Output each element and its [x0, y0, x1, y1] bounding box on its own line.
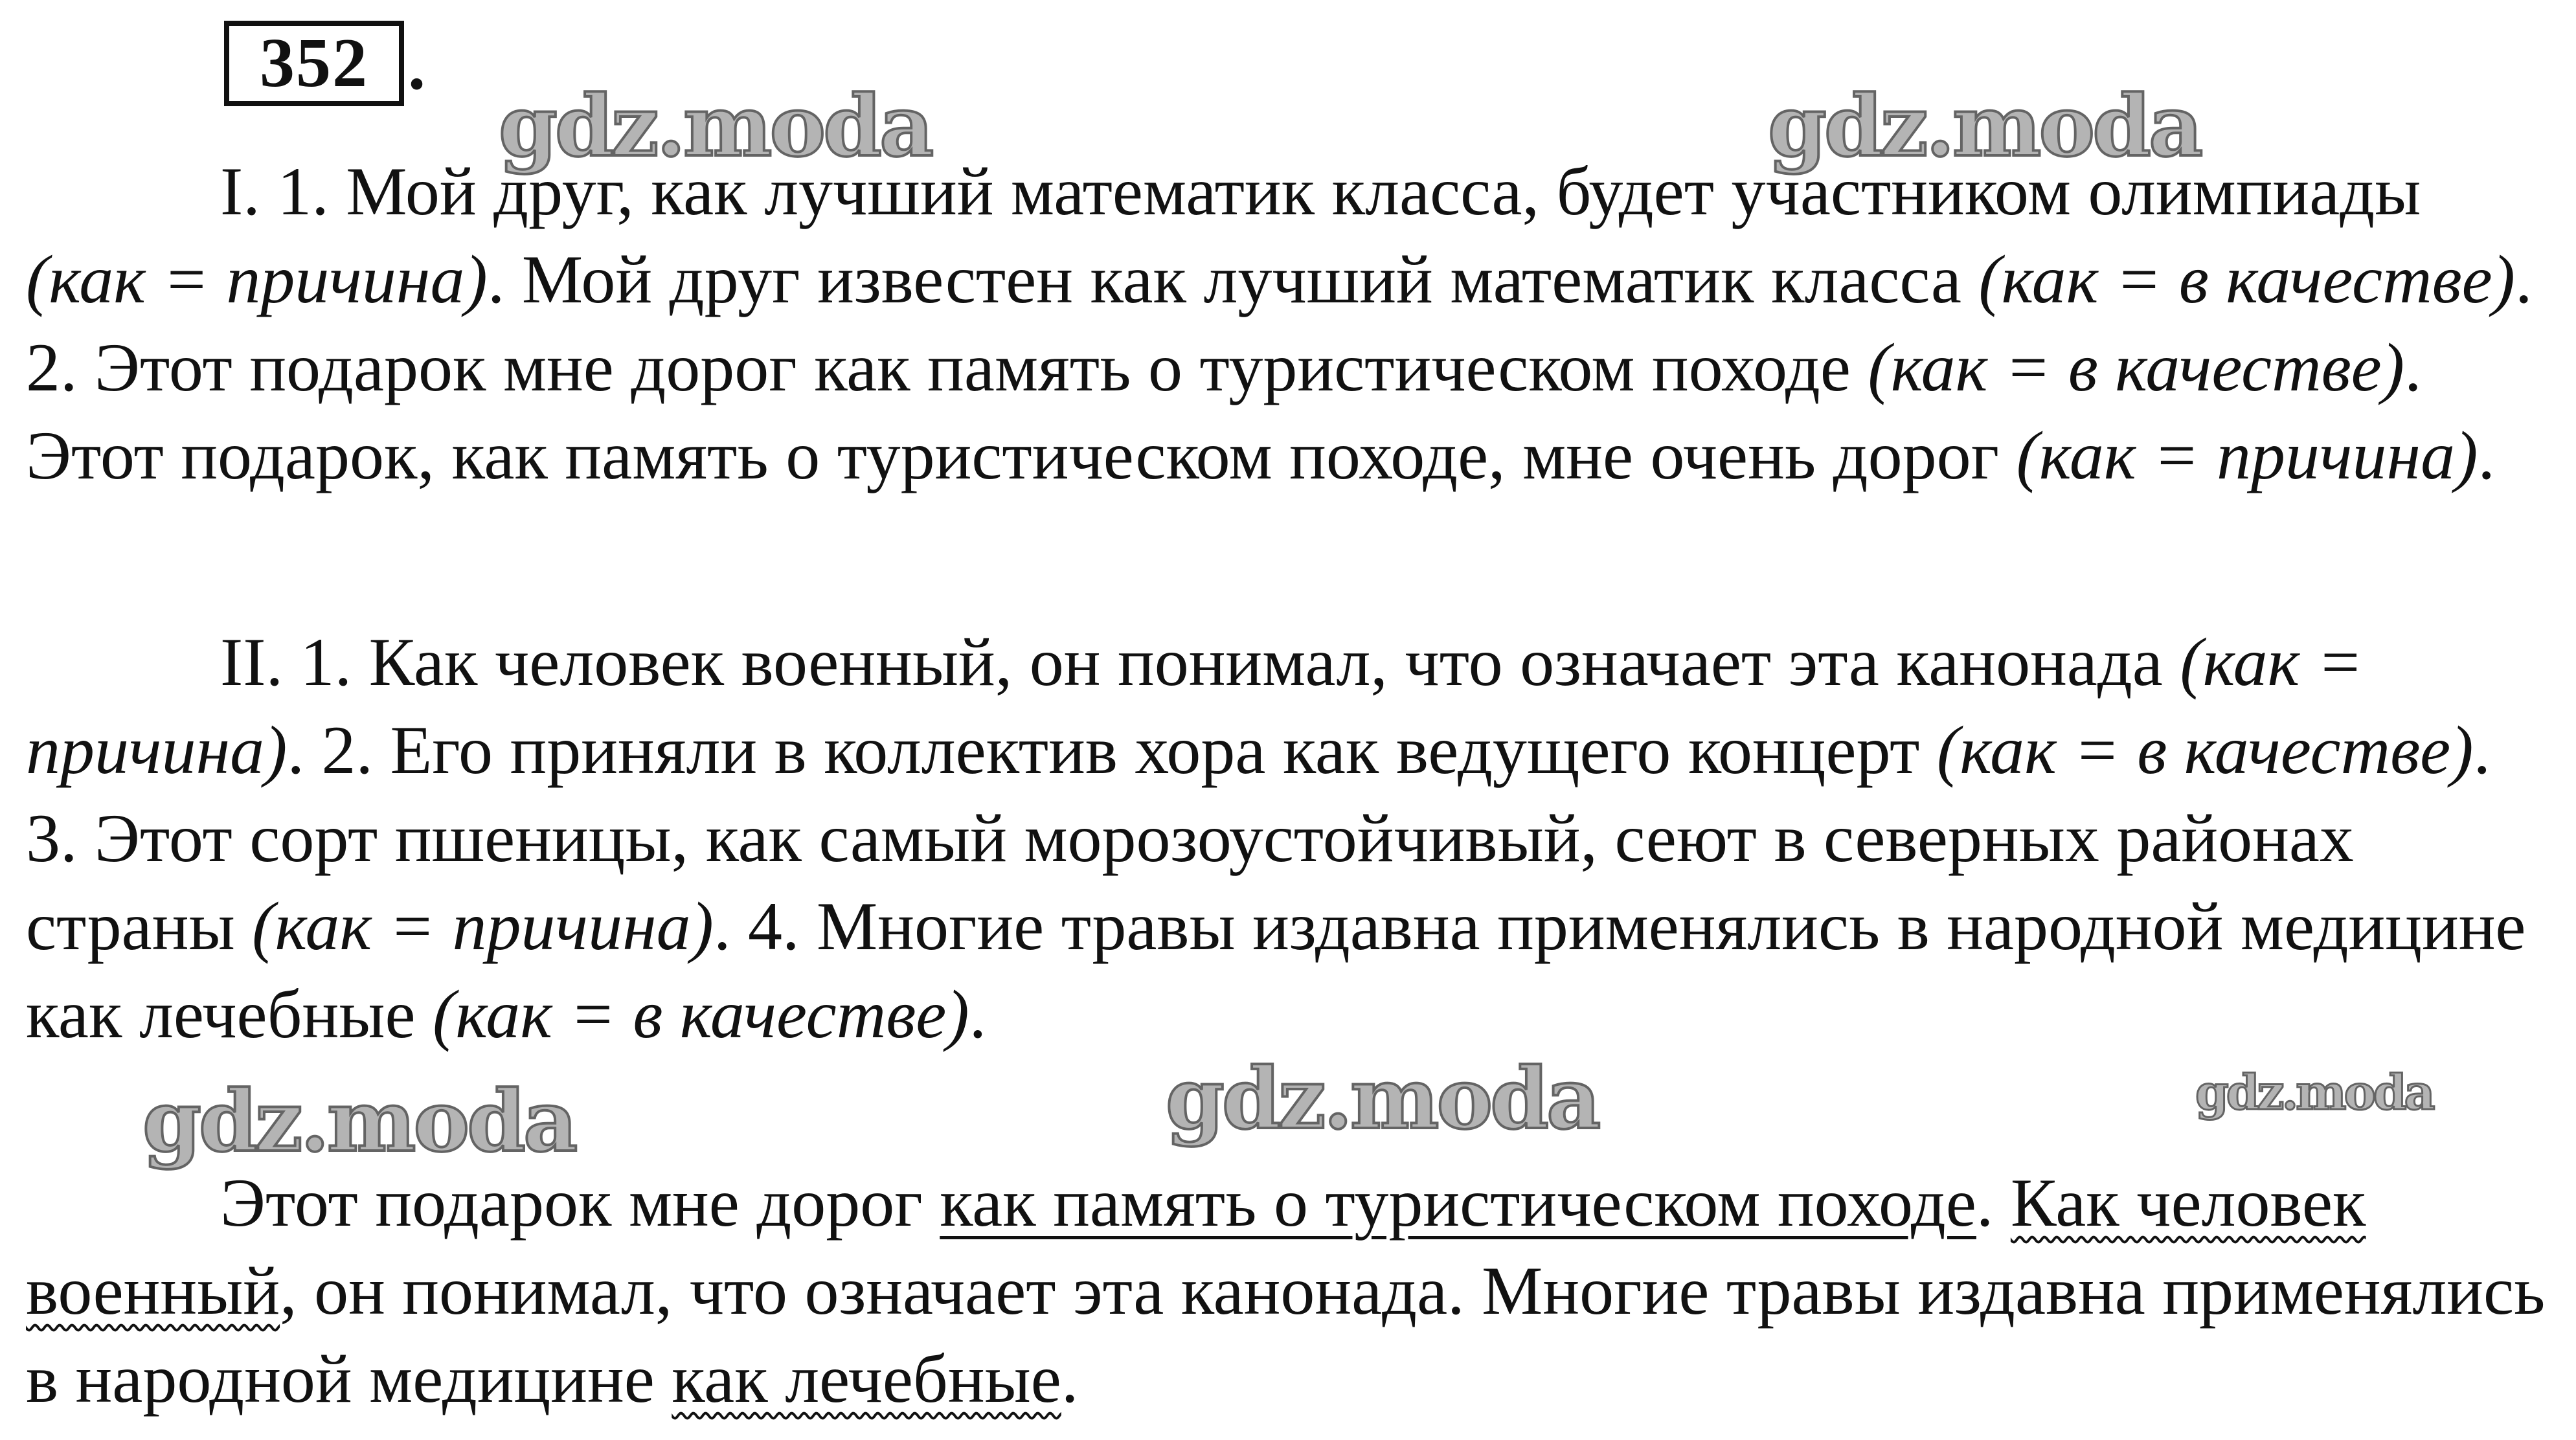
text-run: .	[1976, 1165, 2011, 1241]
text-run: . Этот подарок, как память о туристическом походе, мне очень дорог	[26, 330, 2422, 493]
text-run: . 2. Его приняли в коллектив хора как ведущего концерт	[287, 712, 1937, 788]
grammar-note: (как = в качестве)	[1868, 330, 2404, 405]
exercise-number-box	[224, 21, 404, 106]
exercise-number-dot: .	[408, 27, 425, 104]
grammar-note: (как = в качестве)	[433, 976, 969, 1052]
text-run: II. 1. Как человек военный, он понимал, что означает эта канонада	[220, 624, 2180, 700]
watermark-logo: gdz.moda	[2195, 1065, 2433, 1121]
paragraph-part-1	[26, 148, 2551, 500]
watermark-logo: gdz.moda	[1768, 76, 2201, 175]
exercise-number: 352	[260, 25, 368, 102]
text-run: . Мой друг известен как лучший математик класса	[487, 242, 1979, 317]
text-run: .	[969, 976, 987, 1052]
grammar-note: (как = в качестве)	[1936, 712, 2474, 788]
text-run: . 2. Этот подарок мне дорог как память о туристическом походе	[26, 242, 2533, 405]
text-run: , он понимал, что означает эта канонада. Многие травы издавна применялись в народной медицине	[26, 1253, 2546, 1417]
text-run: . 4. Многие травы издавна применялись в народной медицине как лечебные	[26, 888, 2526, 1052]
text-run: .	[1061, 1341, 1079, 1417]
wavy-underlined-phrase: Как человек военный	[26, 1165, 2366, 1329]
watermark-logo: gdz.moda	[1166, 1049, 1599, 1148]
grammar-note: (как = причина)	[26, 624, 2364, 788]
paragraph-part-2	[26, 618, 2551, 1059]
text-run: Этот подарок мне дорог	[220, 1165, 940, 1241]
grammar-note: (как = причина)	[252, 888, 714, 964]
text-run: .	[2478, 418, 2495, 493]
paragraph-part-3	[26, 1159, 2551, 1423]
watermark-logo: gdz.moda	[499, 76, 932, 175]
wavy-underlined-phrase: как лечебные	[672, 1341, 1061, 1417]
watermark-logo: gdz.moda	[142, 1072, 576, 1171]
grammar-note: (как = причина)	[26, 242, 488, 317]
grammar-note: (как = в качестве)	[1978, 242, 2515, 317]
text-run: I. 1. Мой друг, как лучший математик класса, будет участником олимпиады	[220, 153, 2421, 229]
underlined-phrase: как память о туристическом походе	[940, 1165, 1976, 1241]
text-run: . 3. Этот сорт пшеницы, как самый морозоустойчивый, сеют в северных районах страны	[26, 712, 2491, 964]
grammar-note: (как = причина)	[2016, 418, 2478, 493]
